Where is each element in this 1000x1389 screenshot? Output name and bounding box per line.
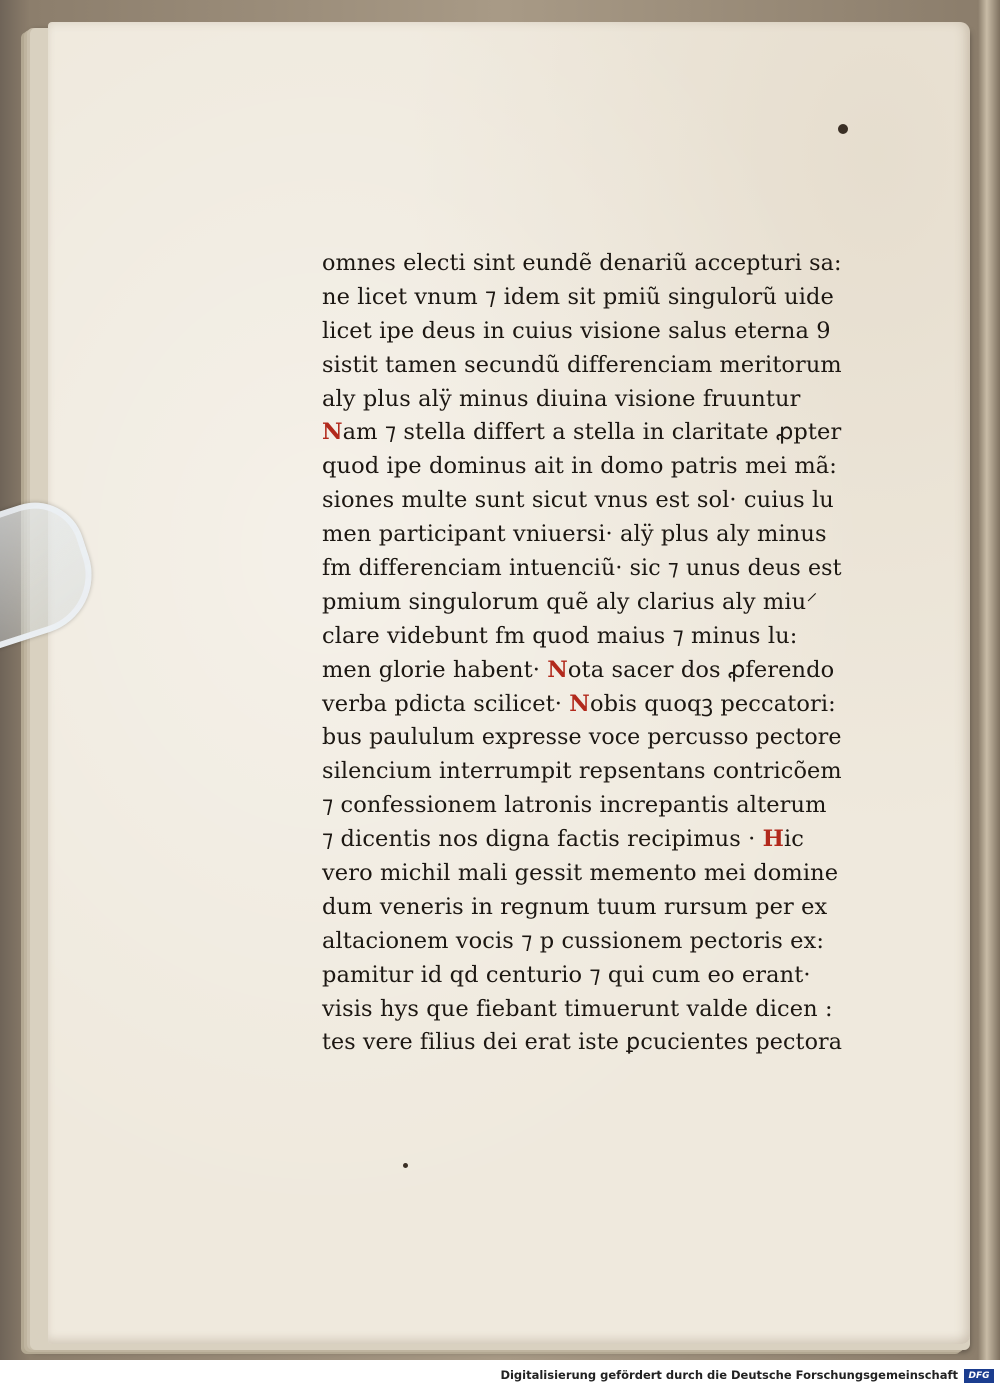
text-line xyxy=(322,315,842,349)
book-right-edge xyxy=(978,0,1000,1389)
text-line xyxy=(322,925,842,959)
rubricated-initial: N xyxy=(322,419,343,446)
text-line xyxy=(322,247,842,281)
line-text: visis hys que fiebant timuerunt valde dicen : xyxy=(322,995,833,1022)
text-line xyxy=(322,1026,842,1060)
text-line xyxy=(322,586,842,620)
line-text: silencium interrumpit repsentans contricõem xyxy=(322,758,842,785)
line-lead-text: verba pdicta scilicet· xyxy=(322,690,570,717)
text-line xyxy=(322,755,842,789)
text-line xyxy=(322,891,842,925)
line-text: bus paululum expresse voce percusso pectore xyxy=(322,725,842,751)
funding-credit: Digitalisierung gefördert durch die Deutsche Forschungsgemeinschaft xyxy=(500,1368,958,1382)
line-text: clare videbunt fm quod maius ⁊ minus lu: xyxy=(322,622,798,649)
text-line xyxy=(322,518,842,552)
line-text: vero michil mali gessit memento mei domine xyxy=(322,860,839,887)
text-line xyxy=(322,281,842,315)
text-line xyxy=(322,993,842,1027)
line-text: men participant vniuersi· alÿ plus aly minus xyxy=(322,521,827,548)
text-line xyxy=(322,349,842,383)
text-line xyxy=(322,721,842,755)
text-line xyxy=(322,789,842,823)
line-text: ne licet vnum ⁊ idem sit pmiũ singulorũ uide xyxy=(322,283,834,310)
line-text: pmium singulorum quẽ aly clarius aly miu⸍ xyxy=(322,588,818,615)
dfg-logo-icon: DFG xyxy=(964,1369,994,1383)
line-text: aly plus alÿ minus diuina visione fruuntur xyxy=(322,385,801,412)
text-line xyxy=(322,823,842,857)
rubricated-initial: N xyxy=(547,656,568,683)
line-text: ⁊ confessionem latronis increpantis alterum xyxy=(322,792,827,819)
line-text: sistit tamen secundũ differenciam meritorum xyxy=(322,351,842,378)
line-text: am ⁊ stella differt a stella in claritate ꝓpter xyxy=(342,419,842,446)
text-block xyxy=(322,247,842,1060)
text-line xyxy=(322,688,842,722)
line-text: siones multe sunt sicut vnus est sol· cuius lu xyxy=(322,487,834,514)
line-text: pamitur id qd centurio ⁊ qui cum eo erant· xyxy=(322,961,811,988)
text-line xyxy=(322,484,842,518)
line-text: dum veneris in regnum tuum rursum per ex xyxy=(322,893,828,920)
footer-bar xyxy=(0,1360,1000,1389)
line-text: omnes electi sint eundẽ denariũ accepturi sa: xyxy=(322,250,842,276)
text-line xyxy=(322,552,842,586)
text-line xyxy=(322,620,842,654)
line-text: altacionem vocis ⁊ p cussionem pectoris ex: xyxy=(322,927,825,954)
line-text: obis quoqꝫ peccatori: xyxy=(589,690,836,717)
rubricated-initial: N xyxy=(569,690,590,717)
text-line xyxy=(322,450,842,484)
line-text: ic xyxy=(784,826,805,853)
line-text: tes vere filius dei erat iste ꝑcucientes pectora xyxy=(322,1029,843,1056)
text-line xyxy=(322,654,842,688)
text-line xyxy=(322,416,842,450)
line-text: quod ipe dominus ait in domo patris mei mã: xyxy=(322,453,837,480)
line-text: licet ipe deus in cuius visione salus eterna 9 xyxy=(322,317,831,344)
rubricated-initial: H xyxy=(762,826,785,853)
line-text: ota sacer dos ꝓferendo xyxy=(567,656,835,683)
ink-dot xyxy=(403,1163,408,1168)
margin-mark xyxy=(838,124,848,134)
line-lead-text: ⁊ dicentis nos digna factis recipimus · xyxy=(322,826,763,853)
line-lead-text: men glorie habent· xyxy=(322,656,548,683)
line-text: fm differenciam intuenciũ· sic ⁊ unus deus est xyxy=(322,555,842,582)
text-line xyxy=(322,959,842,993)
text-line xyxy=(322,857,842,891)
text-line xyxy=(322,383,842,417)
